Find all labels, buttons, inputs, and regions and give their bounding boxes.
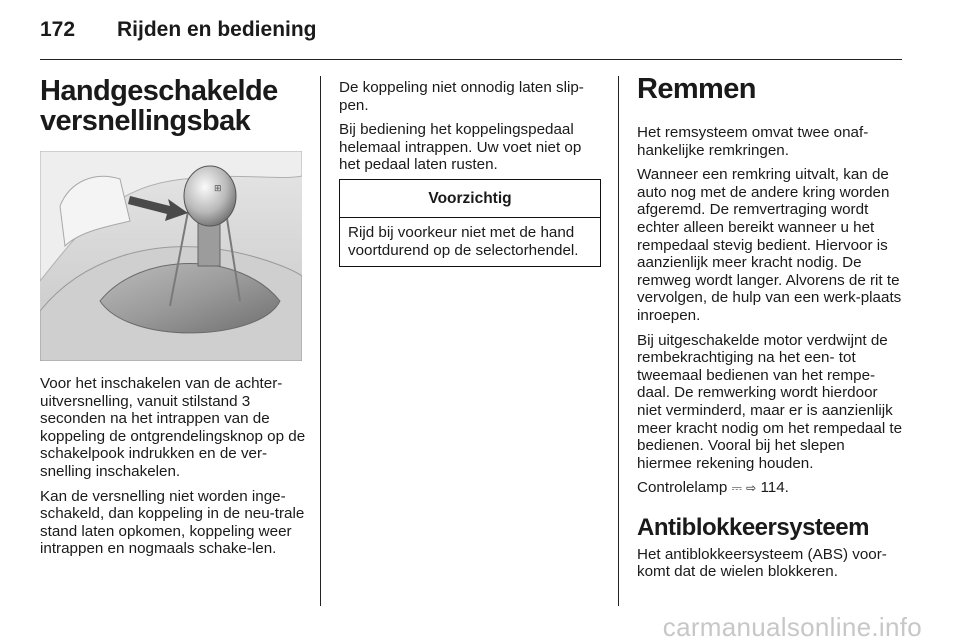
heading-brakes: Remmen xyxy=(637,73,756,105)
left-column xyxy=(40,76,305,136)
control-lamp-label: Controlelamp xyxy=(637,479,728,497)
section-title: Rijden en bediening xyxy=(117,18,317,41)
page-header xyxy=(40,18,317,42)
heading-line-1: Handgeschakelde xyxy=(40,75,278,107)
paragraph-clutch-slip: De koppeling niet onnodig laten slip-pen. xyxy=(339,79,584,114)
watermark: carmanualsonline.info xyxy=(662,612,922,642)
svg-text:⊞: ⊞ xyxy=(214,184,222,194)
middle-column xyxy=(339,79,601,181)
paragraph-brake-system: Het remsysteem omvat twee onaf-hankelijke remkringen. xyxy=(637,124,869,159)
brake-warning-icon: ⎓ xyxy=(731,480,742,496)
paragraph-abs: Het antiblokkeersysteem (ABS) voor-komt dat de wielen blokkeren. xyxy=(637,545,887,581)
paragraph-clutch-pedal: Bij bediening het koppelingspedaal helemaal intrappen. Uw voet niet op het pedaal laten rusten. xyxy=(339,121,582,174)
header-rule xyxy=(40,59,902,60)
paragraph-brake-circuit-failure: Wanneer een remkring uitvalt, kan de auto nog met de andere kring worden afgeremd. De remvertraging wordt echter alleen bereikt wanneer u het rempedaal stevig bedient. Hiervoor is aanzienlijk meer kracht nodig. De remweg wordt langer. Alvorens de rit te vervolgen, de hulp van een werk-plaats inroepen. xyxy=(637,166,902,324)
paragraph-gear-not-engaged: Kan de versnelling niet worden inge-schakeld, dan koppeling in de neu-trale stand laten opkomen, koppeling weer intrappen en nogmaals schake-len. xyxy=(40,487,305,558)
right-column xyxy=(637,74,903,588)
gear-shift-image xyxy=(40,151,302,361)
control-lamp-line xyxy=(637,479,903,498)
column-divider-2 xyxy=(618,76,619,606)
heading-gearbox xyxy=(40,76,305,136)
gear-shift-illustration xyxy=(40,151,302,361)
paragraph-engine-off: Bij uitgeschakelde motor verdwijnt de rembekrachtiging na het een- tot tweemaal bedienen van het rempe-daal. De remwerking wordt hierdoor niet verminderd, maar er is aanzienlijk meer kracht nodig om het rempedaal te bedienen. Vooral bij het slepen hiermee rekening houden. xyxy=(637,331,903,472)
page-reference-arrow-icon: ⇨ xyxy=(746,481,757,496)
caution-text: Rijd bij voorkeur niet met de hand voortdurend op de selectorhendel. xyxy=(348,224,579,259)
page-number: 172 xyxy=(40,18,76,41)
paragraph-reverse-gear: Voor het inschakelen van de achter-uitversnelling, vanuit stilstand 3 seconden na het intrappen van de koppeling de ontgrendelingsknop op de schakelpook indrukken en de ver-snelling inschakelen. xyxy=(40,375,306,480)
left-body xyxy=(40,375,306,565)
control-lamp-page-link[interactable]: 114. xyxy=(760,479,789,497)
heading-abs: Antiblokkeersysteem xyxy=(637,513,869,541)
column-divider-1 xyxy=(320,76,321,606)
heading-line-2: versnellingsbak xyxy=(40,105,251,137)
caution-title: Voorzichtig xyxy=(340,180,600,218)
caution-box xyxy=(339,179,601,267)
